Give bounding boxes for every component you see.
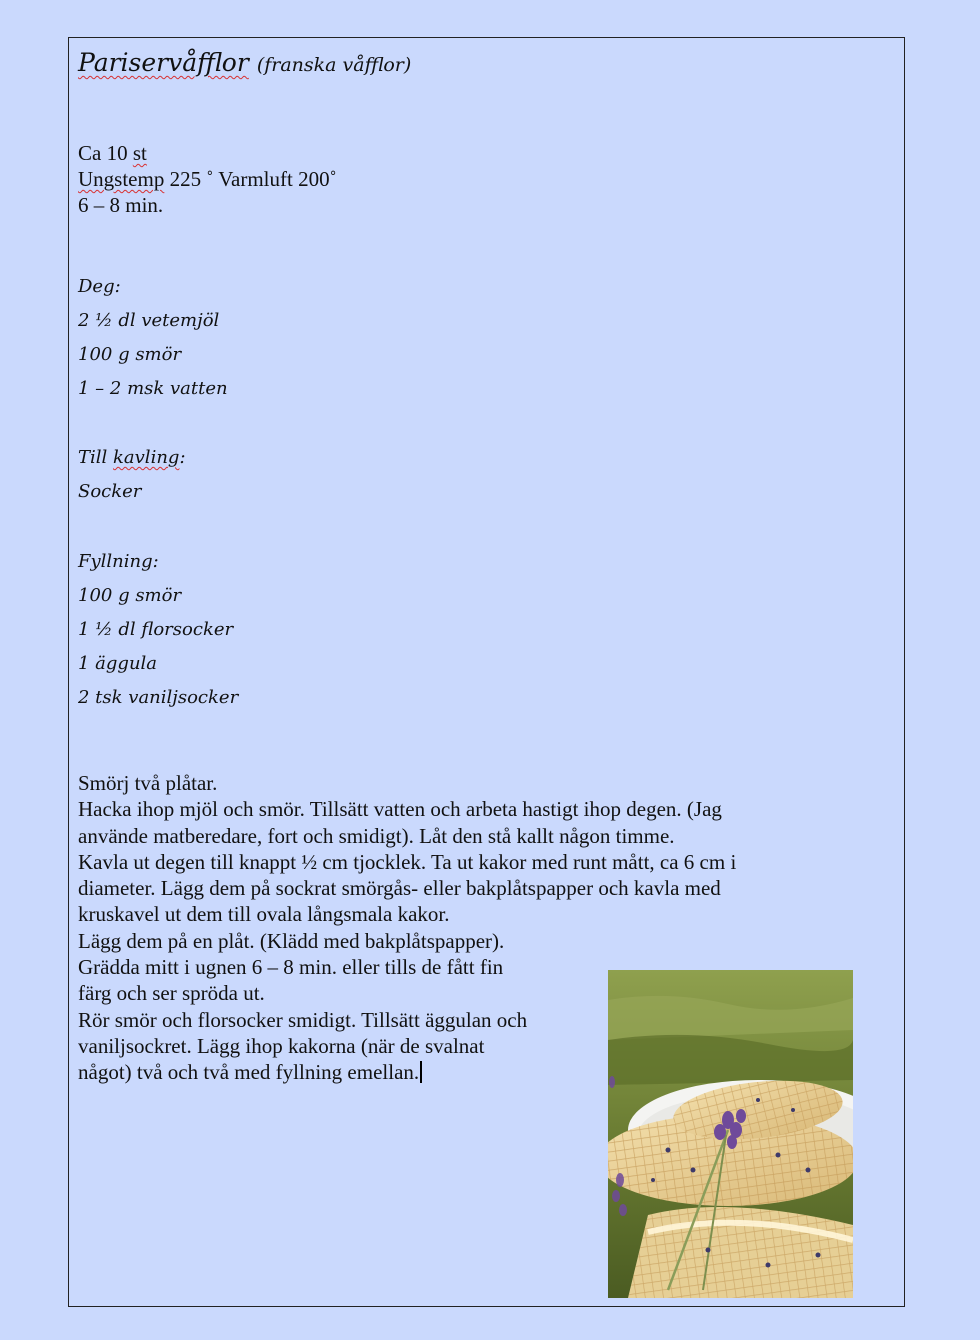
recipe-subtitle[interactable]: (franska våfflor) bbox=[256, 54, 412, 76]
instruction-line[interactable]: Kavla ut degen till knappt ½ cm tjocklek. Ta ut kakor med runt mått, ca 6 cm i bbox=[78, 849, 737, 874]
instruction-line[interactable]: diameter. Lägg dem på sockrat smörgås- eller bakplåtspapper och kavla med bbox=[78, 876, 721, 901]
instruction-line[interactable]: färg och ser spröda ut. bbox=[78, 981, 265, 1006]
filling-section bbox=[78, 545, 238, 715]
instruction-line[interactable]: Grädda mitt i ugnen 6 – 8 min. eller tills de fått fin bbox=[78, 955, 504, 980]
text-cursor bbox=[420, 1061, 422, 1083]
photo-illustration bbox=[608, 970, 853, 1298]
yield-line[interactable] bbox=[78, 140, 337, 166]
ingredient-item[interactable]: 100 g smör bbox=[78, 344, 182, 365]
dough-section bbox=[78, 270, 228, 406]
waffle-cookies-photo bbox=[608, 970, 853, 1298]
oven-label: Ungstemp bbox=[78, 167, 165, 191]
instruction-line[interactable]: vaniljsockret. Lägg ihop kakorna (när de svalnat bbox=[78, 1033, 485, 1058]
heading-suffix: : bbox=[179, 447, 186, 468]
title-row bbox=[78, 48, 411, 77]
ingredient-item[interactable]: 1 äggula bbox=[78, 653, 158, 674]
heading-word: kavling bbox=[113, 447, 180, 468]
recipe-title[interactable]: Pariservåfflor bbox=[78, 48, 249, 77]
ingredient-item[interactable]: 1 – 2 msk vatten bbox=[78, 378, 228, 399]
section-heading[interactable]: Deg: bbox=[78, 276, 121, 297]
instruction-line[interactable]: Rör smör och florsocker smidigt. Tillsätt äggulan och bbox=[78, 1007, 528, 1032]
instruction-line[interactable]: kruskavel ut dem till ovala långsmala kakor. bbox=[78, 902, 450, 927]
yield-unit: st bbox=[132, 141, 147, 165]
time-line[interactable]: 6 – 8 min. bbox=[78, 193, 164, 217]
ingredient-item[interactable]: Socker bbox=[78, 481, 142, 502]
instruction-text: något) två och två med fyllning emellan. bbox=[78, 1060, 420, 1085]
ingredient-item[interactable]: 2 ½ dl vetemjöl bbox=[78, 310, 220, 331]
instruction-line[interactable]: Lägg dem på en plåt. (Klädd med bakplåtspapper). bbox=[78, 928, 505, 953]
ingredient-item[interactable]: 100 g smör bbox=[78, 585, 182, 606]
section-heading[interactable] bbox=[78, 441, 186, 475]
section-heading[interactable]: Fyllning: bbox=[78, 551, 159, 572]
oven-line[interactable] bbox=[78, 166, 337, 192]
instruction-line[interactable]: Smörj två plåtar. bbox=[78, 771, 218, 795]
ingredient-item[interactable]: 2 tsk vaniljsocker bbox=[78, 687, 239, 708]
instruction-line[interactable]: använde matberedare, fort och smidigt). Låt den stå kallt någon timme. bbox=[78, 823, 675, 848]
rolling-section bbox=[78, 441, 186, 509]
oven-temps: 225 ˚ Varmluft 200˚ bbox=[164, 167, 337, 191]
heading-prefix: Till bbox=[78, 447, 113, 468]
instruction-line[interactable]: Hacka ihop mjöl och smör. Tillsätt vatten och arbeta hastigt ihop degen. (Jag bbox=[78, 797, 722, 822]
yield-prefix: Ca 10 bbox=[78, 141, 128, 165]
recipe-meta bbox=[78, 140, 337, 218]
ingredient-item[interactable]: 1 ½ dl florsocker bbox=[78, 619, 234, 640]
